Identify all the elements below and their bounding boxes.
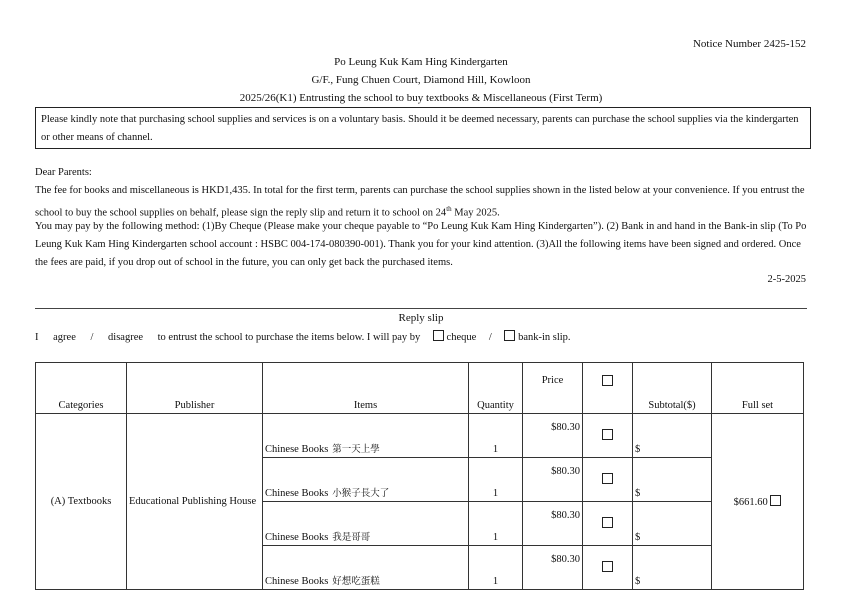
notice-subject: 2025/26(K1) Entrusting the school to buy textbooks & Miscellaneous (First Term) [239,92,603,104]
disagree-option[interactable]: disagree [108,332,144,343]
price-cell: $80.30 [523,546,583,590]
quantity-cell: 1 [469,546,523,590]
letter-date: 2-5-2025 [767,274,806,285]
subtotal-cell[interactable]: $ [633,546,712,590]
fee-paragraph-end: May 2025. [451,207,500,219]
header-categories: Categories [36,363,127,414]
price-cell: $80.30 [523,414,583,458]
bankin-label: bank-in slip. [518,332,571,343]
item-cell [263,546,469,590]
select-cell [583,458,633,502]
item-title-zh: 小猴子長大了 [332,488,390,499]
full-set-checkbox[interactable] [770,495,781,506]
bankin-checkbox[interactable] [504,330,515,341]
fee-paragraph [35,182,807,223]
reply-i: I [35,332,39,343]
subtotal-cell[interactable]: $ [633,458,712,502]
item-cell [263,414,469,458]
quantity-cell: 1 [469,414,523,458]
price-cell: $80.30 [523,502,583,546]
school-address: G/F., Fung Chuen Court, Diamond Hill, Kowloon [311,74,531,86]
item-checkbox[interactable] [602,561,613,572]
select-cell [583,414,633,458]
reply-text: to entrust the school to purchase the items below. I will pay by [157,332,421,343]
reply-slip-line [35,330,571,343]
items-table [35,362,804,590]
date-suffix: th [446,205,452,213]
reply-slip-title: Reply slip [398,312,444,324]
slash: / [90,332,94,343]
category-cell: (A) Textbooks [36,414,127,590]
header-quantity: Quantity [469,363,523,414]
payment-paragraph: You may pay by the following method: (1)By Cheque (Please make your cheque payable to “Po Leung Kuk Kam Hing Kindergarten”). (2) Bank in and hand in the Bank-in slip (To Po Leung Kuk Kam Hing Kindergarten school account : HSBC 004-174-080390-001). Thank you for your kind attention. (3)All the following items have been signed and ordered. Once the fees are paid, if you drop out of school in the future, you can only get back the purchased items. [35,221,807,268]
item-cell [263,502,469,546]
slash-2: / [488,332,492,343]
notice-number: Notice Number 2425-152 [692,38,806,50]
item-name: Chinese Books [265,576,329,587]
header-full-set: Full set [712,363,804,414]
item-checkbox[interactable] [602,517,613,528]
subtotal-cell[interactable]: $ [633,414,712,458]
item-cell [263,458,469,502]
item-checkbox[interactable] [602,429,613,440]
item-title-zh: 好想吃蛋糕 [332,576,380,587]
select-cell [583,502,633,546]
full-set-cell [712,414,804,590]
item-name: Chinese Books [265,444,329,455]
quantity-cell: 1 [469,458,523,502]
select-cell [583,546,633,590]
item-checkbox[interactable] [602,473,613,484]
select-all-checkbox[interactable] [602,375,613,386]
full-set-price: $661.60 [733,497,768,508]
item-title-zh: 我是哥哥 [332,532,371,543]
table-row [36,414,804,458]
quantity-cell: 1 [469,502,523,546]
school-name: Po Leung Kuk Kam Hing Kindergarten [334,56,508,68]
header-items: Items [263,363,469,414]
table-header-row [36,363,804,414]
header-price: Price [523,363,583,414]
cheque-checkbox[interactable] [433,330,444,341]
subtotal-cell[interactable]: $ [633,502,712,546]
agree-option[interactable]: agree [53,332,76,343]
salutation: Dear Parents: [35,167,92,178]
voluntary-notice-box: Please kindly note that purchasing school supplies and services is on a voluntary basis. Should it be deemed necessary, parents can purchase the school supplies via the kindergarten or other means of channel. [35,107,811,149]
header-publisher: Publisher [127,363,263,414]
publisher-cell: Educational Publishing House [127,414,263,590]
cheque-label: cheque [446,332,477,343]
item-name: Chinese Books [265,488,329,499]
item-title-zh: 第一天上學 [332,444,380,455]
header-subtotal: Subtotal($) [633,363,712,414]
divider [35,308,807,309]
item-name: Chinese Books [265,532,329,543]
header-select [583,363,633,414]
fee-paragraph-text: The fee for books and miscellaneous is HKD1,435. In total for the first term, parents can purchase the school supplies shown in the listed below at your convenience. If you entrust the school to buy the school supplies on behalf, please sign the reply slip and return it to school on 24 [35,185,805,219]
price-cell: $80.30 [523,458,583,502]
